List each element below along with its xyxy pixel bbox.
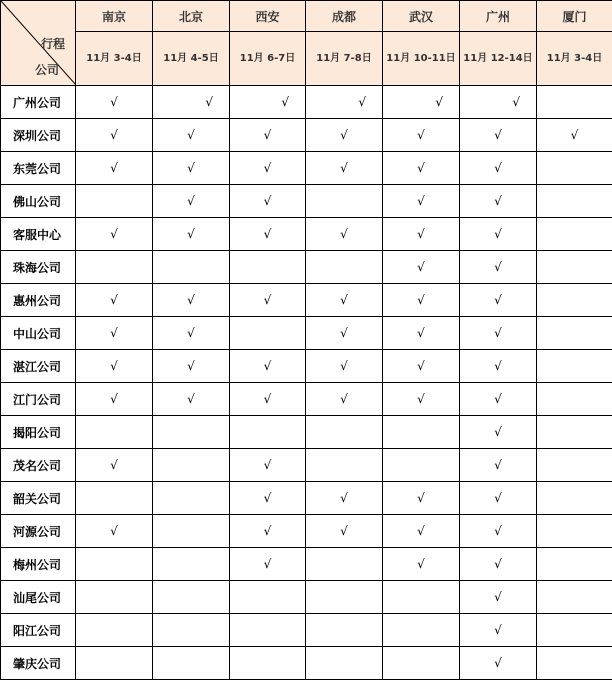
- column-header-date: 11月 6-7日: [230, 32, 306, 86]
- company-name-cell: 韶关公司: [1, 482, 76, 515]
- column-header-city: 南京: [76, 1, 153, 32]
- company-name-cell: 江门公司: [1, 383, 76, 416]
- check-mark-cell: √: [153, 317, 230, 350]
- check-mark-cell: √: [383, 218, 460, 251]
- check-mark-cell: √: [76, 515, 153, 548]
- empty-cell: [537, 317, 612, 350]
- company-name-cell: 中山公司: [1, 317, 76, 350]
- company-name-cell: 惠州公司: [1, 284, 76, 317]
- check-mark-cell: √: [76, 317, 153, 350]
- check-mark-cell: √: [153, 350, 230, 383]
- check-mark-cell: √: [460, 350, 537, 383]
- empty-cell: [537, 614, 612, 647]
- check-mark-cell: √: [76, 119, 153, 152]
- empty-cell: [383, 581, 460, 614]
- company-name-cell: 汕尾公司: [1, 581, 76, 614]
- company-name-cell: 佛山公司: [1, 185, 76, 218]
- check-mark-cell: √: [460, 383, 537, 416]
- empty-cell: [76, 581, 153, 614]
- empty-cell: [383, 416, 460, 449]
- check-mark-cell: √: [383, 548, 460, 581]
- empty-cell: [230, 614, 306, 647]
- company-name-cell: 客服中心: [1, 218, 76, 251]
- check-mark-cell: √: [383, 317, 460, 350]
- check-mark-cell: √: [460, 416, 537, 449]
- company-name-cell: 梅州公司: [1, 548, 76, 581]
- empty-cell: [76, 251, 153, 284]
- table-row: [1, 482, 612, 515]
- check-mark-cell: √: [460, 86, 537, 119]
- table-row: [1, 416, 612, 449]
- table-row: [1, 581, 612, 614]
- empty-cell: [230, 317, 306, 350]
- check-mark-cell: √: [460, 482, 537, 515]
- empty-cell: [306, 548, 383, 581]
- check-mark-cell: √: [383, 185, 460, 218]
- column-header-city: 厦门: [537, 1, 612, 32]
- table-row: [1, 284, 612, 317]
- empty-cell: [76, 416, 153, 449]
- column-header-date: 11月 12-14日: [460, 32, 537, 86]
- empty-cell: [306, 581, 383, 614]
- empty-cell: [306, 416, 383, 449]
- company-name-cell: 珠海公司: [1, 251, 76, 284]
- empty-cell: [537, 284, 612, 317]
- check-mark-cell: √: [383, 251, 460, 284]
- check-mark-cell: √: [306, 284, 383, 317]
- check-mark-cell: √: [306, 317, 383, 350]
- table-row: [1, 449, 612, 482]
- check-mark-cell: √: [230, 218, 306, 251]
- corner-label-company: 公司: [35, 61, 59, 78]
- check-mark-cell: √: [76, 284, 153, 317]
- table-row: [1, 251, 612, 284]
- empty-cell: [76, 614, 153, 647]
- column-header-date: 11月 4-5日: [153, 32, 230, 86]
- table-row: [1, 119, 612, 152]
- check-mark-cell: √: [230, 152, 306, 185]
- check-mark-cell: √: [153, 152, 230, 185]
- table-row: [1, 614, 612, 647]
- check-mark-cell: √: [76, 350, 153, 383]
- company-name-cell: 广州公司: [1, 86, 76, 119]
- company-name-cell: 湛江公司: [1, 350, 76, 383]
- empty-cell: [537, 152, 612, 185]
- empty-cell: [537, 482, 612, 515]
- check-mark-cell: √: [460, 515, 537, 548]
- table-row: [1, 218, 612, 251]
- empty-cell: [537, 185, 612, 218]
- empty-cell: [76, 185, 153, 218]
- table-row: [1, 350, 612, 383]
- company-name-cell: 深圳公司: [1, 119, 76, 152]
- check-mark-cell: √: [306, 515, 383, 548]
- empty-cell: [306, 614, 383, 647]
- table-row: [1, 383, 612, 416]
- check-mark-cell: √: [230, 86, 306, 119]
- check-mark-cell: √: [460, 581, 537, 614]
- check-mark-cell: √: [153, 86, 230, 119]
- check-mark-cell: √: [383, 284, 460, 317]
- empty-cell: [537, 251, 612, 284]
- check-mark-cell: √: [76, 449, 153, 482]
- empty-cell: [306, 449, 383, 482]
- empty-cell: [537, 416, 612, 449]
- company-name-cell: 河源公司: [1, 515, 76, 548]
- check-mark-cell: √: [306, 383, 383, 416]
- check-mark-cell: √: [306, 152, 383, 185]
- empty-cell: [230, 251, 306, 284]
- empty-cell: [153, 614, 230, 647]
- check-mark-cell: √: [230, 515, 306, 548]
- empty-cell: [537, 548, 612, 581]
- empty-cell: [153, 581, 230, 614]
- check-mark-cell: √: [460, 317, 537, 350]
- table-row: [1, 515, 612, 548]
- empty-cell: [153, 548, 230, 581]
- check-mark-cell: √: [230, 449, 306, 482]
- empty-cell: [76, 482, 153, 515]
- check-mark-cell: √: [460, 548, 537, 581]
- empty-cell: [383, 449, 460, 482]
- check-mark-cell: √: [230, 284, 306, 317]
- company-name-cell: 揭阳公司: [1, 416, 76, 449]
- check-mark-cell: √: [383, 350, 460, 383]
- table-row: [1, 152, 612, 185]
- check-mark-cell: √: [230, 383, 306, 416]
- column-header-city: 成都: [306, 1, 383, 32]
- column-header-city: 西安: [230, 1, 306, 32]
- check-mark-cell: √: [76, 218, 153, 251]
- corner-label-itinerary: 行程: [41, 35, 65, 52]
- check-mark-cell: √: [306, 350, 383, 383]
- check-mark-cell: √: [460, 614, 537, 647]
- check-mark-cell: √: [460, 251, 537, 284]
- empty-cell: [383, 614, 460, 647]
- check-mark-cell: √: [230, 548, 306, 581]
- check-mark-cell: √: [460, 119, 537, 152]
- check-mark-cell: √: [383, 515, 460, 548]
- empty-cell: [230, 581, 306, 614]
- company-name-cell: 肇庆公司: [1, 647, 76, 680]
- header-row-cities: [1, 1, 612, 32]
- check-mark-cell: √: [76, 383, 153, 416]
- column-header-date: 11月 3-4日: [537, 32, 612, 86]
- column-header-date: 11月 7-8日: [306, 32, 383, 86]
- check-mark-cell: √: [460, 218, 537, 251]
- company-name-cell: 东莞公司: [1, 152, 76, 185]
- check-mark-cell: √: [306, 86, 383, 119]
- company-name-cell: 茂名公司: [1, 449, 76, 482]
- empty-cell: [153, 416, 230, 449]
- empty-cell: [230, 416, 306, 449]
- check-mark-cell: √: [460, 449, 537, 482]
- table-row: [1, 86, 612, 119]
- table-row: [1, 185, 612, 218]
- check-mark-cell: √: [460, 284, 537, 317]
- check-mark-cell: √: [230, 482, 306, 515]
- column-header-date: 11月 3-4日: [76, 32, 153, 86]
- check-mark-cell: √: [153, 185, 230, 218]
- empty-cell: [306, 185, 383, 218]
- corner-header-cell: [1, 1, 76, 86]
- empty-cell: [153, 482, 230, 515]
- column-header-date: 11月 10-11日: [383, 32, 460, 86]
- check-mark-cell: √: [383, 152, 460, 185]
- empty-cell: [537, 383, 612, 416]
- check-mark-cell: √: [153, 383, 230, 416]
- column-header-city: 武汉: [383, 1, 460, 32]
- empty-cell: [537, 581, 612, 614]
- check-mark-cell: √: [306, 482, 383, 515]
- empty-cell: [153, 251, 230, 284]
- empty-cell: [153, 515, 230, 548]
- empty-cell: [537, 515, 612, 548]
- column-header-city: 北京: [153, 1, 230, 32]
- table-row: [1, 548, 612, 581]
- check-mark-cell: √: [306, 218, 383, 251]
- check-mark-cell: √: [460, 647, 537, 680]
- empty-cell: [153, 449, 230, 482]
- company-name-cell: 阳江公司: [1, 614, 76, 647]
- empty-cell: [76, 548, 153, 581]
- column-header-city: 广州: [460, 1, 537, 32]
- check-mark-cell: √: [76, 152, 153, 185]
- check-mark-cell: √: [230, 119, 306, 152]
- empty-cell: [306, 251, 383, 284]
- header-row-dates: [1, 32, 612, 86]
- check-mark-cell: √: [230, 350, 306, 383]
- empty-cell: [537, 449, 612, 482]
- check-mark-cell: √: [460, 152, 537, 185]
- empty-cell: [537, 350, 612, 383]
- check-mark-cell: √: [153, 119, 230, 152]
- empty-cell: [537, 218, 612, 251]
- check-mark-cell: √: [460, 185, 537, 218]
- check-mark-cell: √: [383, 482, 460, 515]
- table-row: [1, 317, 612, 350]
- check-mark-cell: √: [306, 119, 383, 152]
- check-mark-cell: √: [153, 218, 230, 251]
- check-mark-cell: √: [383, 119, 460, 152]
- check-mark-cell: √: [76, 86, 153, 119]
- check-mark-cell: √: [153, 284, 230, 317]
- empty-cell: [537, 86, 612, 119]
- check-mark-cell: √: [383, 86, 460, 119]
- check-mark-cell: √: [537, 119, 612, 152]
- check-mark-cell: √: [230, 185, 306, 218]
- check-mark-cell: √: [383, 383, 460, 416]
